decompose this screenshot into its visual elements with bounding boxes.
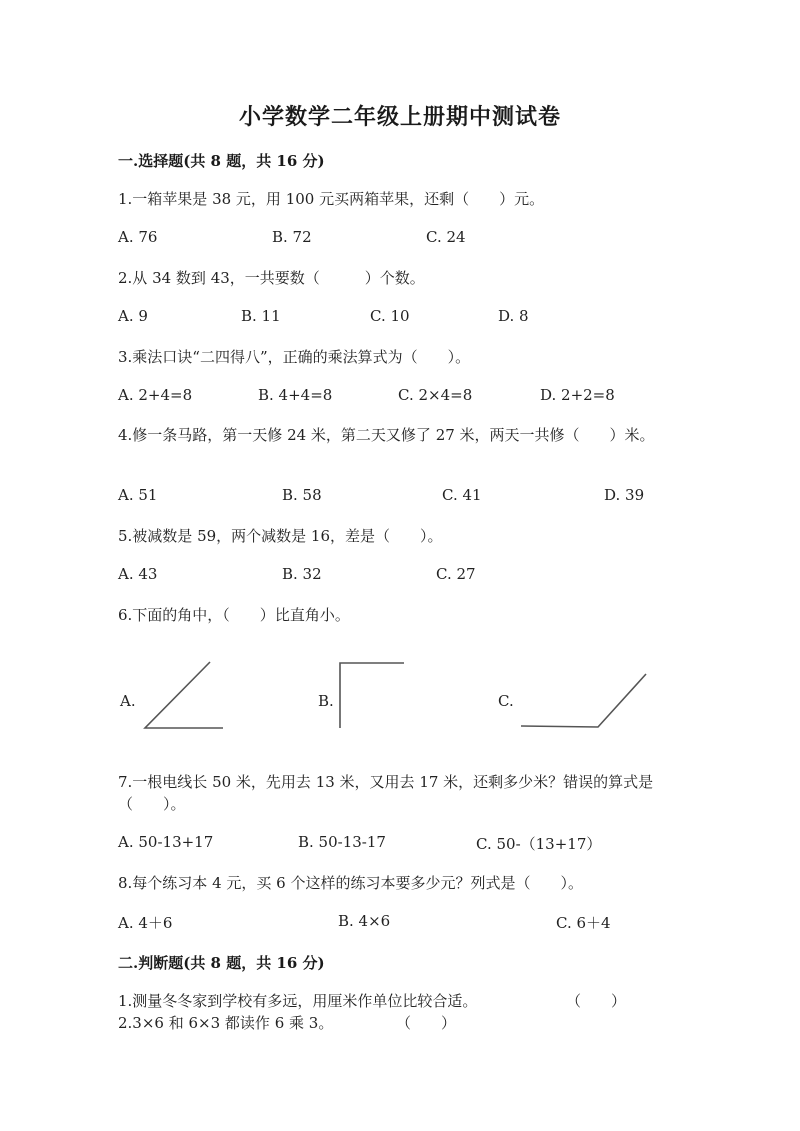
- question-4: 4.修一条马路，第一天修 24 米，第二天又修了 27 米，两天一共修（ ）米。: [118, 426, 655, 444]
- option-c[interactable]: C. 50-（13+17）: [476, 835, 602, 853]
- acute-angle-figure: [140, 660, 230, 732]
- question-5: 5.被减数是 59，两个减数是 16，差是（ ）。: [118, 527, 443, 545]
- option-c[interactable]: C. 27: [436, 565, 476, 583]
- right-angle-lines: [340, 663, 404, 728]
- page-title: 小学数学二年级上册期中测试卷: [238, 104, 561, 130]
- question-8: 8.每个练习本 4 元，买 6 个这样的练习本要多少元？列式是（ ）。: [118, 874, 583, 892]
- question-2: 2.从 34 数到 43，一共要数（ ）个数。: [118, 269, 425, 287]
- option-d[interactable]: D. 2+2=8: [540, 386, 615, 404]
- option-b[interactable]: B. 11: [241, 307, 281, 325]
- judge-question-2: 2.3×6 和 6×3 都读作 6 乘 3。: [118, 1014, 334, 1032]
- option-b[interactable]: B. 72: [272, 228, 312, 246]
- right-angle-figure: [336, 660, 408, 732]
- option-b[interactable]: B. 58: [282, 486, 322, 504]
- option-b[interactable]: B. 32: [282, 565, 322, 583]
- option-b[interactable]: B. 50-13-17: [298, 833, 386, 851]
- section-heading-choice: 一.选择题(共 8 题，共 16 分): [118, 152, 325, 170]
- option-d[interactable]: D. 39: [604, 486, 645, 504]
- option-c[interactable]: C. 10: [370, 307, 410, 325]
- obtuse-angle-lines: [521, 674, 646, 727]
- option-d[interactable]: D. 8: [498, 307, 529, 325]
- answer-blank-1[interactable]: （ ）: [566, 992, 627, 1010]
- option-a[interactable]: A. 4＋6: [118, 914, 173, 932]
- answer-blank-2[interactable]: （ ）: [396, 1014, 457, 1032]
- obtuse-angle-figure: [518, 670, 650, 732]
- question-7: 7.一根电线长 50 米，先用去 13 米，又用去 17 米，还剩多少米？错误的算式是（ ）。: [118, 773, 654, 813]
- question-3: 3.乘法口诀“二四得八”，正确的乘法算式为（ ）。: [118, 348, 471, 366]
- option-c[interactable]: C. 41: [442, 486, 482, 504]
- option-a[interactable]: A. 2+4=8: [118, 386, 193, 404]
- option-a[interactable]: A. 43: [118, 565, 158, 583]
- option-b[interactable]: B.: [318, 692, 334, 710]
- option-b[interactable]: B. 4×6: [338, 912, 391, 930]
- option-a[interactable]: A. 51: [118, 486, 158, 504]
- question-6: 6.下面的角中，（ ）比直角小。: [118, 606, 350, 624]
- option-b[interactable]: B. 4+4=8: [258, 386, 333, 404]
- option-c[interactable]: C.: [498, 692, 514, 710]
- option-a[interactable]: A. 50-13+17: [118, 833, 214, 851]
- section-heading-true-false: 二.判断题(共 8 题，共 16 分): [118, 954, 325, 972]
- option-c[interactable]: C. 6＋4: [556, 914, 611, 932]
- option-a[interactable]: A.: [120, 692, 136, 710]
- acute-angle-lines: [145, 662, 223, 728]
- option-a[interactable]: A. 9: [118, 307, 148, 325]
- option-c[interactable]: C. 24: [426, 228, 466, 246]
- option-c[interactable]: C. 2×4=8: [398, 386, 473, 404]
- option-a[interactable]: A. 76: [118, 228, 158, 246]
- judge-question-1: 1.测量冬冬家到学校有多远，用厘米作单位比较合适。: [118, 992, 478, 1010]
- question-1: 1.一箱苹果是 38 元，用 100 元买两箱苹果，还剩（ ）元。: [118, 190, 545, 208]
